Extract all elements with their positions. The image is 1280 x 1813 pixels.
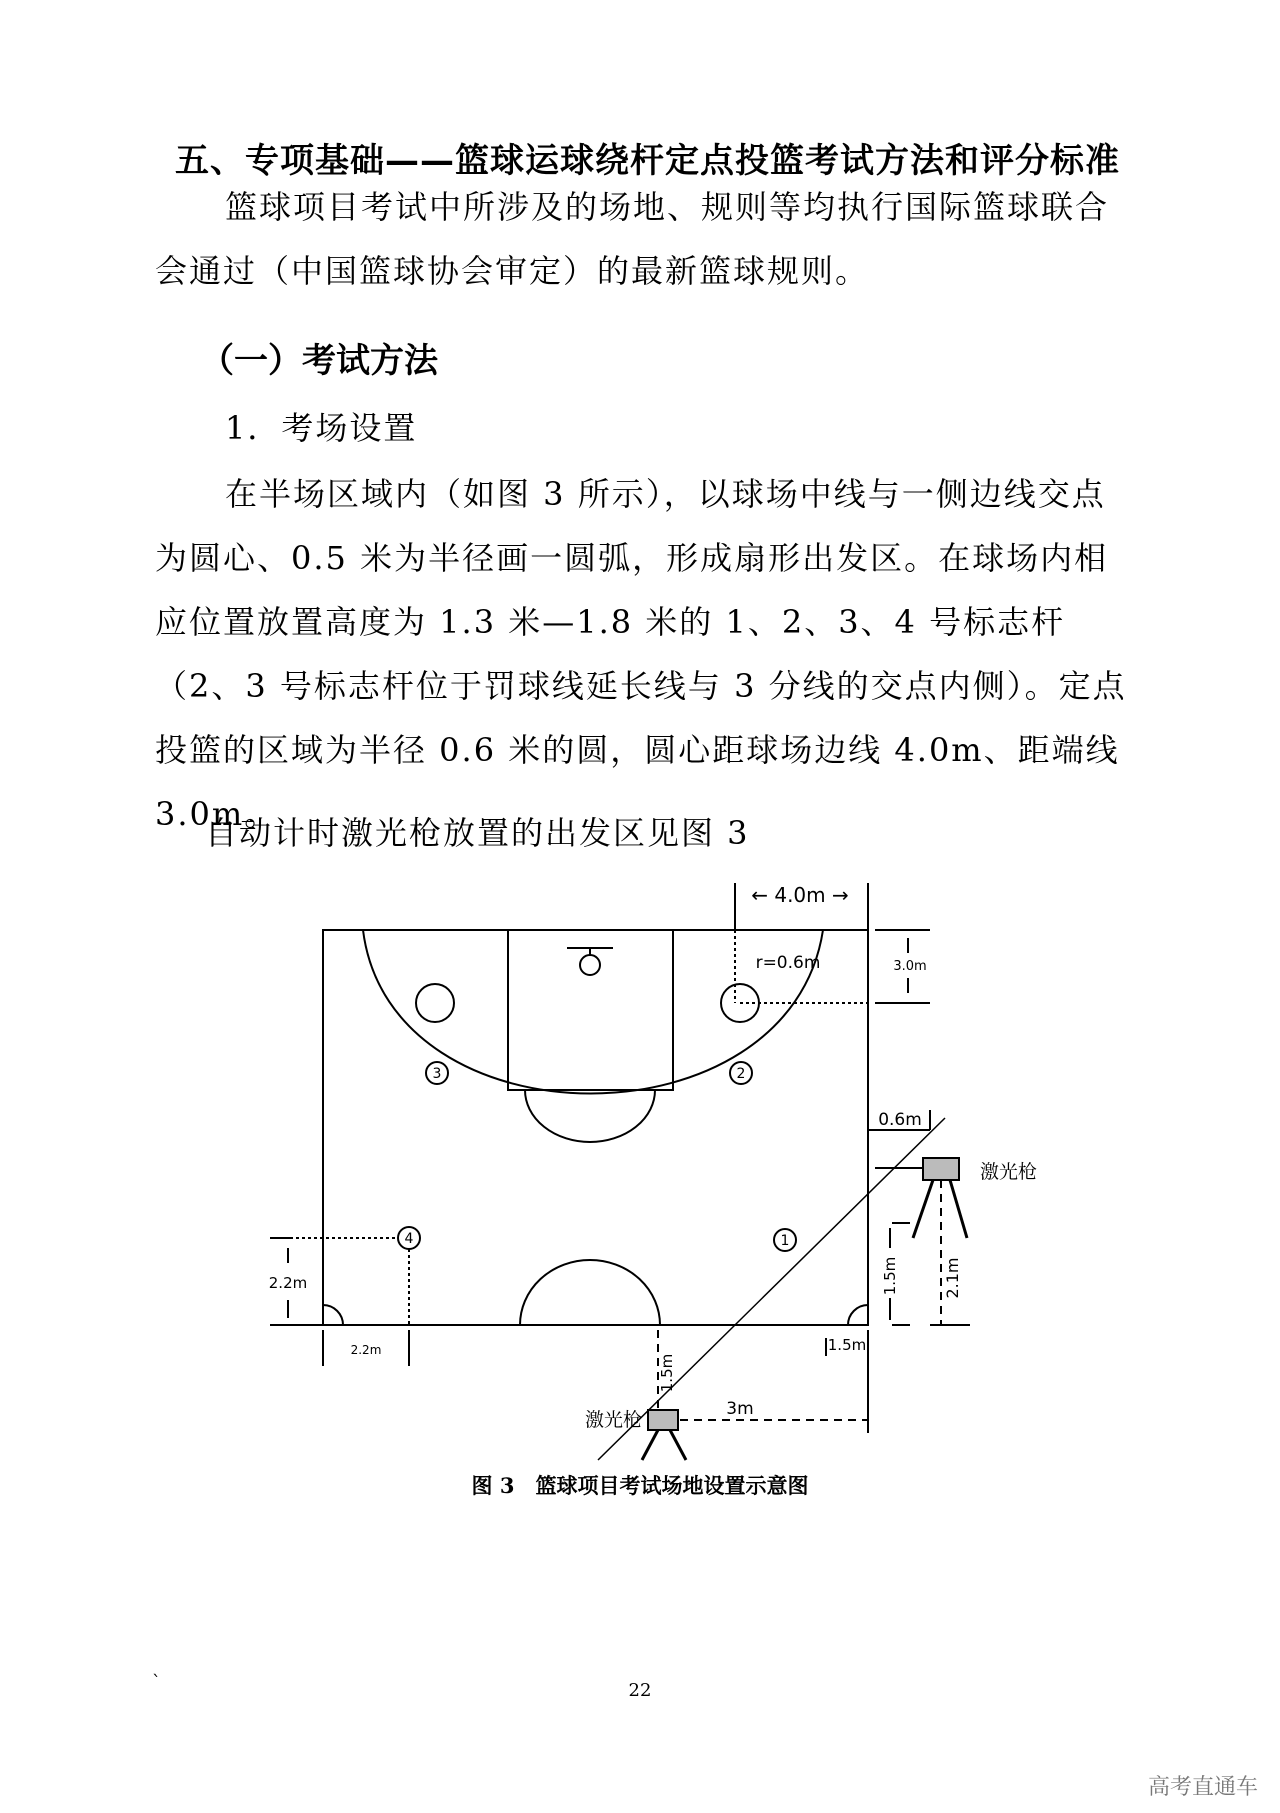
laser-gun-bottom-label: 激光枪 [584, 1409, 642, 1431]
laser-gun-right-body [923, 1158, 959, 1180]
dim-3m-label: 3m [726, 1399, 754, 1419]
dim-15m-right-label: 1.5m [881, 1256, 899, 1296]
start-sector-right [848, 1305, 868, 1325]
laser-gun-bottom-body [648, 1410, 678, 1430]
laser-paragraph: 自动计时激光枪放置的出发区见图 3 [205, 814, 750, 852]
pole-4-label: 4 [404, 1231, 414, 1247]
radius-label: r=0.6m [755, 953, 821, 973]
pole-3-label: 3 [432, 1066, 442, 1082]
dim-15m-vert-label: 1.5m [658, 1353, 676, 1393]
laser-gun-right-label: 激光枪 [980, 1161, 1038, 1183]
dim-22m-bottom-label: 2.2m [350, 1343, 382, 1357]
subsection-title: 1．考场设置 [225, 409, 418, 447]
court-diagram [268, 868, 1038, 1463]
shooting-spot-left [416, 984, 454, 1022]
intro-paragraph: 篮球项目考试中所涉及的场地、规则等均执行国际篮球联合会通过（中国篮球协会审定）的最新篮球规则。 [155, 188, 1110, 290]
section-heading: 五、专项基础——篮球运球绕杆定点投篮考试方法和评分标准 [175, 141, 1120, 181]
dim-15m-bottom-label: 1.5m [827, 1336, 867, 1354]
start-sector-left [323, 1305, 343, 1325]
pole-2-label: 2 [736, 1066, 746, 1082]
setup-paragraph: 在半场区域内（如图 3 所示），以球场中线与一侧边线交点为圆心、0.5 米为半径画一圆弧，形成扇形出发区。在球场内相应位置放置高度为 1.3 米—1.8 米的 1、2、3、4 号标志杆（2、3 号标志杆位于罚球线延长线与 3 分线的交点内侧）。定点投篮的区域为半径 0.6 米的圆，圆心距球场边线 4.0m、距端线 3.0m。 [155, 475, 1127, 833]
backtick-mark: ` [152, 1672, 161, 1693]
dim-21m-label: 2.1m [943, 1257, 962, 1299]
rim [580, 955, 600, 975]
dim-22m-left-label: 2.2m [268, 1274, 308, 1292]
free-throw-circle [525, 1090, 655, 1142]
dim-4m-label: ← 4.0m → [751, 883, 849, 907]
section-title: （一）考试方法 [200, 341, 438, 381]
dim-06m-label: 0.6m [878, 1110, 922, 1130]
pole-1-label: 1 [780, 1233, 790, 1249]
watermark: 高考直通车 [1147, 1775, 1258, 1800]
page-number: 22 [628, 1680, 652, 1701]
dim-3m-endline-label: 3.0m [893, 959, 927, 974]
center-circle [520, 1260, 660, 1325]
figure-caption: 图 3 篮球项目考试场地设置示意图 [471, 1473, 809, 1498]
court-boundary [323, 930, 868, 1325]
